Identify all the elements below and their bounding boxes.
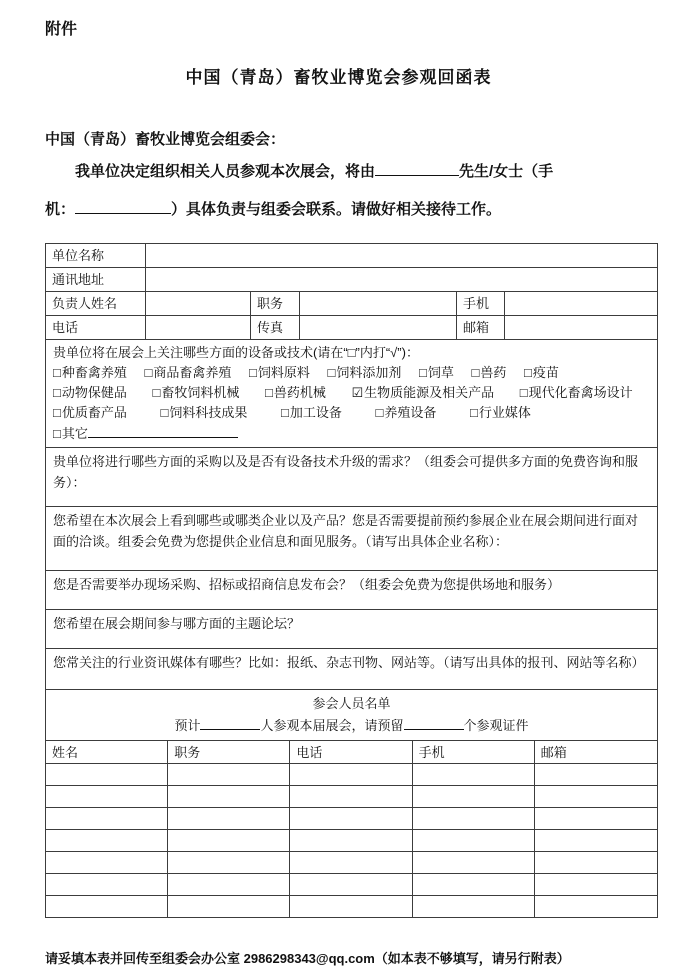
name-blank-line: [375, 161, 459, 176]
checkbox-icon: □: [249, 365, 257, 380]
participant-row: [46, 852, 657, 874]
participant-cell: [413, 874, 535, 895]
participants-title: 参会人员名单: [312, 696, 391, 711]
participant-cell: [168, 896, 290, 917]
checkbox-label: 饲草: [427, 365, 454, 380]
checkbox-label: 加工设备: [289, 405, 342, 420]
participant-cell: [290, 852, 412, 873]
note-text: 个参观证件: [463, 718, 529, 733]
participant-cell: [413, 808, 535, 829]
question-row-4: [46, 610, 657, 649]
checkbox-icon: □: [519, 385, 528, 400]
checkbox-item: [249, 363, 310, 383]
address-value: [146, 268, 657, 291]
table-row-leader: [46, 292, 657, 316]
checkbox-icon: □: [281, 405, 289, 420]
checkbox-icon: □: [53, 365, 61, 380]
participant-cell: [535, 808, 657, 829]
page-title: 中国（青岛）畜牧业博览会参观回函表: [185, 68, 492, 87]
participants-note: [174, 718, 528, 733]
attachment-label: 附件: [45, 21, 78, 38]
participant-cell: [46, 786, 168, 807]
checkbox-item: [153, 383, 240, 403]
position-label: 职务: [251, 292, 300, 315]
checkbox-icon: □: [265, 385, 273, 400]
participant-cell: [535, 764, 657, 785]
checkbox-label: 现代化畜禽场设计: [528, 385, 633, 400]
checked-checkbox-icon: ☑: [351, 385, 364, 400]
checkbox-label: 生物质能源及相关产品: [364, 385, 495, 400]
count-blank-line: [200, 715, 260, 730]
checkbox-icon: □: [419, 365, 427, 380]
participant-row: [46, 874, 657, 896]
table-row-phone: [46, 316, 657, 340]
interest-prompt: 贵单位将在展会上关注哪些方面的设备或技术(请在“□”内打“√”)：: [53, 345, 419, 360]
participant-cell: [46, 896, 168, 917]
checkbox-label: 其它: [61, 426, 88, 441]
return-instructions: 请妥填本表并回传至组委会办公室 2986298343@qq.com（如本表不够填写，请另行附表）: [45, 951, 570, 966]
participant-cell: [413, 896, 535, 917]
checkbox-item: [53, 363, 127, 383]
participant-cell: [535, 830, 657, 851]
checkbox-icon: □: [375, 405, 384, 420]
checkbox-icon: □: [53, 405, 61, 420]
participant-row: [46, 808, 657, 830]
checkbox-item: [145, 363, 232, 383]
checkbox-label: 养殖设备: [384, 405, 437, 420]
leader-name-value: [146, 292, 251, 315]
participant-row: [46, 764, 657, 786]
position-value: [300, 292, 457, 315]
company-name-value: [146, 244, 657, 267]
checkbox-icon: □: [144, 365, 153, 380]
note-text: 人参观本届展会，请预留: [260, 718, 404, 733]
participant-cell: [168, 852, 290, 873]
phone-value: [146, 316, 251, 339]
participants-header-phone: 电话: [290, 741, 412, 763]
checkbox-label: 疫苗: [532, 365, 559, 380]
intro-text: 我单位决定组织相关人员参观本次展会，将由: [75, 163, 376, 180]
participant-cell: [46, 874, 168, 895]
checkbox-item-other: [53, 424, 88, 444]
checkbox-item-checked: [352, 383, 495, 403]
participant-cell: [413, 852, 535, 873]
question-row-3: [46, 571, 657, 610]
question-media: 您常关注的行业资讯媒体有哪些？比如：报纸、杂志刊物、网站等。（请写出具体的报刊、网站等名称）: [53, 655, 645, 670]
note-text: 预计: [174, 718, 201, 733]
address-label: 通讯地址: [46, 268, 146, 291]
participant-row: [46, 786, 657, 808]
question-row-5: [46, 649, 657, 690]
email-value: [505, 316, 657, 339]
intro-text: ）具体负责与组委会联系。请做好相关接待工作。: [171, 201, 502, 218]
question-forum: 您希望在展会期间参与哪方面的主题论坛？: [53, 616, 301, 631]
intro-line-2: [45, 191, 658, 229]
participant-cell: [535, 852, 657, 873]
checkbox-row-2: [53, 383, 650, 403]
reply-form-table: [45, 243, 658, 918]
participant-cell: [535, 896, 657, 917]
checkbox-item: [328, 363, 402, 383]
question-row-1: [46, 448, 657, 507]
checkbox-label: 饲料科技成果: [169, 405, 248, 420]
table-row-address: [46, 268, 657, 292]
participant-row: [46, 896, 657, 917]
participant-cell: [168, 874, 290, 895]
participant-cell: [290, 808, 412, 829]
checkbox-label: 商品畜禽养殖: [153, 365, 232, 380]
other-blank-line: [88, 423, 238, 438]
participant-cell: [168, 830, 290, 851]
badge-count-blank-line: [404, 715, 464, 730]
checkbox-item: [376, 403, 437, 423]
checkbox-item: [161, 403, 248, 423]
participant-cell: [46, 830, 168, 851]
participants-header-mobile: 手机: [413, 741, 535, 763]
intro-text: 先生/女士（手: [459, 163, 554, 180]
checkbox-label: 种畜禽养殖: [61, 365, 127, 380]
checkbox-label: 饲料添加剂: [336, 365, 402, 380]
participants-title-cell: [46, 690, 657, 740]
interest-section-row: [46, 340, 657, 448]
mobile-blank-line: [75, 199, 171, 214]
checkbox-item: [520, 383, 633, 403]
checkbox-icon: □: [53, 426, 61, 441]
checkbox-item: [524, 363, 559, 383]
checkbox-label: 动物保健品: [61, 385, 127, 400]
participant-cell: [290, 830, 412, 851]
checkbox-icon: □: [470, 405, 478, 420]
checkbox-icon: □: [152, 385, 161, 400]
participant-cell: [46, 808, 168, 829]
participant-cell: [168, 786, 290, 807]
participant-cell: [168, 764, 290, 785]
checkbox-label: 饲料原料: [257, 365, 310, 380]
participant-cell: [535, 874, 657, 895]
checkbox-item: [419, 363, 454, 383]
checkbox-row-other: [53, 423, 650, 444]
participants-header-name: 姓名: [46, 741, 168, 763]
checkbox-item: [281, 403, 342, 423]
participants-title-row: [46, 690, 657, 741]
question-procurement: 贵单位将进行哪些方面的采购以及是否有设备技术升级的需求？（组委会可提供多方面的免费咨询和服务）：: [53, 454, 639, 490]
mobile-label: 手机: [457, 292, 505, 315]
participant-cell: [413, 764, 535, 785]
checkbox-item: [472, 363, 507, 383]
company-name-label: 单位名称: [46, 244, 146, 267]
fax-value: [300, 316, 457, 339]
checkbox-label: 优质畜产品: [61, 405, 127, 420]
participant-cell: [535, 786, 657, 807]
participant-row: [46, 830, 657, 852]
participant-cell: [413, 830, 535, 851]
email-label: 邮箱: [457, 316, 505, 339]
participant-cell: [46, 764, 168, 785]
checkbox-row-3: [53, 403, 650, 423]
checkbox-icon: □: [524, 365, 532, 380]
salutation: 中国（青岛）畜牧业博览会组委会：: [45, 131, 286, 148]
participant-cell: [290, 764, 412, 785]
checkbox-icon: □: [160, 405, 169, 420]
participants-header-email: 邮箱: [540, 745, 567, 760]
table-row-company-name: [46, 244, 657, 268]
participant-cell: [290, 786, 412, 807]
checkbox-label: 畜牧饲料机械: [161, 385, 240, 400]
participant-cell: [168, 808, 290, 829]
question-row-2: [46, 507, 657, 571]
checkbox-item: [53, 403, 127, 423]
interest-section: [46, 340, 657, 447]
checkbox-item: [53, 383, 127, 403]
checkbox-icon: □: [327, 365, 336, 380]
participants-header-row: [46, 741, 657, 764]
leader-name-label: 负责人姓名: [46, 292, 146, 315]
participant-cell: [46, 852, 168, 873]
mobile-value: [505, 292, 657, 315]
participant-cell: [290, 896, 412, 917]
checkbox-icon: □: [53, 385, 61, 400]
participant-cell: [290, 874, 412, 895]
question-companies: 您希望在本次展会上看到哪些或哪类企业以及产品？您是否需要提前预约参展企业在展会期间进行面对面的洽谈。组委会免费为您提供企业信息和面见服务。（请写出具体企业名称）：: [53, 513, 639, 549]
intro-line-1: [45, 153, 658, 191]
checkbox-label: 兽药: [480, 365, 507, 380]
checkbox-icon: □: [471, 365, 480, 380]
checkbox-item: [265, 383, 326, 403]
phone-label: 电话: [46, 316, 146, 339]
checkbox-row-1: [53, 363, 650, 383]
participant-cell: [413, 786, 535, 807]
fax-label: 传真: [251, 316, 300, 339]
checkbox-item: [470, 403, 531, 423]
participants-header-position: 职务: [168, 741, 290, 763]
checkbox-label: 行业媒体: [478, 405, 531, 420]
checkbox-label: 兽药机械: [273, 385, 326, 400]
question-press-conference: 您是否需要举办现场采购、招标或招商信息发布会？（组委会免费为您提供场地和服务）: [53, 577, 561, 592]
intro-text: 机：: [45, 201, 76, 218]
